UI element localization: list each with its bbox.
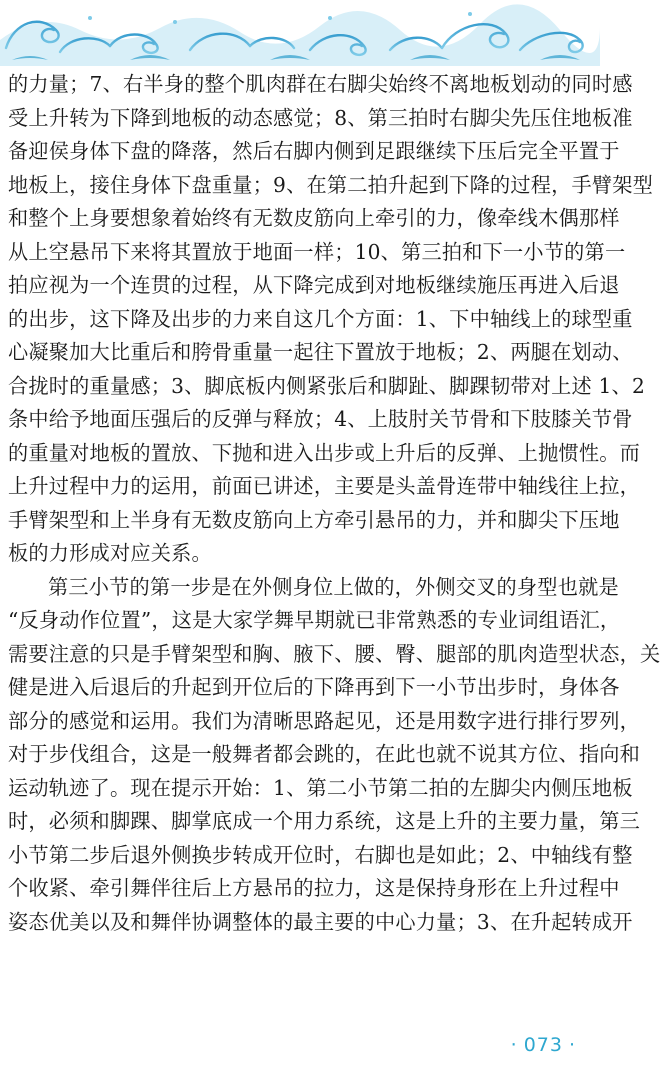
text-line: 地板上，接住身体下盘重量；9、在第二拍升起到下降的过程，手臂架型 bbox=[8, 172, 654, 197]
text-line: 条中给予地面压强后的反弹与释放；4、上肢肘关节骨和下肢膝关节骨 bbox=[8, 407, 633, 431]
wave-pattern-icon bbox=[0, 0, 600, 66]
main-text bbox=[8, 68, 660, 939]
text-line: 第三小节的第一步是在外侧身位上做的，外侧交叉的身型也就是 bbox=[48, 574, 619, 599]
text-line: 健是进入后退后的升起到开位后的下降再到下一小节出步时，身体各 bbox=[8, 675, 620, 699]
text-line: 个收紧、牵引舞伴往后上方悬吊的拉力，这是保持身形在上升过程中 bbox=[8, 876, 620, 900]
paragraph-2 bbox=[8, 571, 660, 940]
text-line: 对于步伐组合，这是一般舞者都会跳的，在此也就不说其方位、指向和 bbox=[8, 742, 641, 766]
page-number-value: 073 bbox=[523, 1034, 563, 1056]
text-line: 上升过程中力的运用，前面已讲述，主要是头盖骨连带中轴线往上拉， bbox=[8, 474, 641, 498]
header-wave-decoration bbox=[0, 0, 600, 66]
text-line: 备迎侯身体下盘的降落，然后右脚内侧到足跟继续下压后完全平置于 bbox=[8, 139, 620, 163]
text-line: 的重量对地板的置放、下抛和进入出步或上升后的反弹、上抛惯性。而 bbox=[8, 440, 641, 465]
text-line: 需要注意的只是手臂架型和胸、腋下、腰、臀、腿部的肌肉造型状态，关 bbox=[8, 641, 660, 666]
text-line: 时，必须和脚踝、脚掌底成一个用力系统，这是上升的主要力量，第三 bbox=[8, 809, 641, 833]
text-line: 部分的感觉和运用。我们为清晰思路起见，还是用数字进行排行罗列， bbox=[8, 708, 641, 733]
text-line: 板的力形成对应关系。 bbox=[8, 541, 212, 565]
text-line: 手臂架型和上半身有无数皮筋向上方牵引悬吊的力，并和脚尖下压地 bbox=[8, 507, 620, 532]
text-line: 运动轨迹了。现在提示开始：1、第二小节第二拍的左脚尖内侧压地板 bbox=[8, 775, 633, 800]
text-line: 拍应视为一个连贯的过程，从下降完成到对地板继续施压再进入后退 bbox=[8, 273, 620, 297]
text-line: 小节第二步后退外侧换步转成开位时，右脚也是如此；2、中轴线有整 bbox=[8, 842, 633, 867]
text-line: 姿态优美以及和舞伴协调整体的最主要的中心力量；3、在升起转成开 bbox=[8, 909, 633, 934]
paragraph-1 bbox=[8, 68, 654, 571]
text-line: 和整个上身要想象着始终有无数皮筋向上牵引的力，像牵线木偶那样 bbox=[8, 206, 620, 230]
text-line: 的出步，这下降及出步的力来自这几个方面：1、下中轴线上的球型重 bbox=[8, 306, 633, 331]
text-line: 心凝聚加大比重后和胯骨重量一起往下置放于地板；2、两腿在划动、 bbox=[8, 340, 633, 364]
page-number-dot-right: · bbox=[568, 1034, 576, 1056]
text-line: 合拢时的重量感；3、脚底板内侧紧张后和脚趾、脚踝韧带对上述 1、2 bbox=[8, 373, 645, 398]
text-line: 的力量；7、右半身的整个肌肉群在右脚尖始终不离地板划动的同时感 bbox=[8, 72, 633, 96]
page-number-dot-left: · bbox=[510, 1034, 518, 1056]
text-line: “反身动作位置”，这是大家学舞早期就已非常熟悉的专业词组语汇， bbox=[8, 608, 621, 632]
text-line: 从上空悬吊下来将其置放于地面一样；10、第三拍和下一小节的第一 bbox=[8, 239, 626, 264]
text-line: 受上升转为下降到地板的动态感觉；8、第三拍时右脚尖先压住地板准 bbox=[8, 105, 633, 130]
page-number bbox=[505, 1034, 582, 1056]
